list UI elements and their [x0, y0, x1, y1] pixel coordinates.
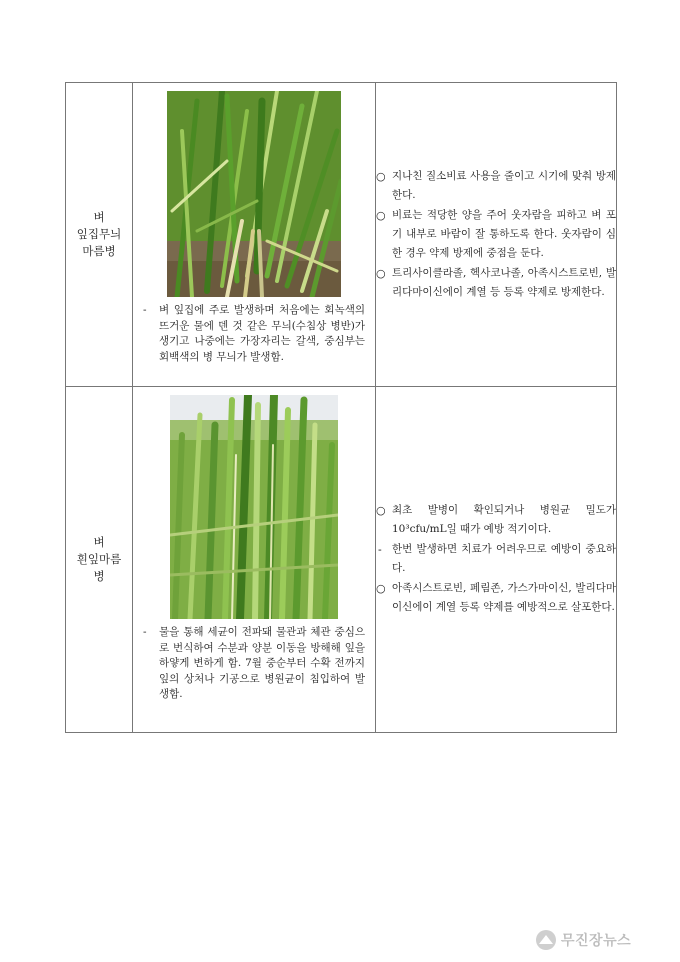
measure-marker: ○ — [376, 266, 386, 280]
watermark-text: 무진장뉴스 — [561, 933, 632, 949]
measure-text: 최초 발병이 확인되거나 병원균 밀도가 10³cfu/mL일 때가 예방 적기이다. — [392, 504, 616, 535]
watermark-logo-icon — [535, 929, 557, 951]
disease-name-line: 병 — [93, 569, 105, 583]
bacterial-blight-photo — [170, 395, 338, 619]
measure-marker: - — [378, 543, 382, 556]
disease-name-line: 흰잎마름 — [76, 552, 122, 566]
measure-item — [376, 206, 616, 263]
symptom-text: 물을 통해 세균이 전파돼 물관과 체관 중심으로 번식하여 수분과 양분 이동을 방해해 잎을 하얗게 변하게 함. 7월 중순부터 수확 전까지 잎의 상처나 기공으로 병원균이 침입하여 발생함. — [159, 626, 365, 700]
measure-marker: ○ — [376, 582, 386, 595]
measure-item — [376, 501, 616, 539]
symptom-description — [143, 303, 365, 365]
disease-table — [65, 82, 617, 733]
control-measures-cell — [376, 387, 617, 733]
table-row — [66, 387, 617, 733]
measure-item — [376, 540, 616, 578]
measure-text: 지나친 질소비료 사용을 줄이고 시기에 맞춰 방제한다. — [392, 169, 616, 201]
symptom-marker: - — [143, 304, 147, 316]
measure-item — [376, 579, 616, 617]
measure-text: 비료는 적당한 양을 주어 웃자람을 피하고 벼 포기 내부로 바람이 잘 통하도록 한다. 웃자람이 심한 경우 약제 방제에 중점을 둔다. — [392, 208, 616, 259]
symptom-description — [143, 625, 365, 703]
disease-name-line: 마름병 — [82, 244, 116, 258]
disease-name-line: 잎집무늬 — [76, 227, 122, 241]
measure-text: 한번 발생하면 치료가 어려우므로 예방이 중요하다. — [392, 543, 616, 574]
symptom-cell — [133, 387, 376, 733]
symptom-marker: - — [143, 626, 147, 638]
disease-name-cell — [66, 387, 133, 733]
measure-item — [376, 167, 616, 205]
measure-marker: ○ — [376, 208, 386, 222]
measure-item — [376, 264, 616, 302]
measure-marker: ○ — [376, 169, 386, 183]
measure-text: 아족시스트로빈, 페림존, 가스가마이신, 발리다마이신에이 계열 등록 약제를 예방적으로 살포한다. — [392, 582, 616, 613]
measure-marker: ○ — [376, 504, 386, 517]
symptom-cell — [133, 83, 376, 387]
disease-name-cell — [66, 83, 133, 387]
measure-text: 트리사이클라졸, 헥사코나졸, 아족시스트로빈, 발리다마이신에이 계열 등 등록 약제로 방제한다. — [392, 266, 616, 298]
sheath-blight-photo — [167, 91, 341, 297]
disease-name-line: 벼 — [93, 535, 105, 549]
symptom-text: 벼 잎집에 주로 발생하며 처음에는 회녹색의 뜨거운 물에 덴 것 같은 무늬(수침상 병반)가 생기고 나중에는 가장자리는 갈색, 중심부는 회백색의 병 무늬가 발생함. — [159, 304, 365, 363]
watermark-logo — [535, 928, 675, 952]
table-row — [66, 83, 617, 387]
control-measures-cell — [376, 83, 617, 387]
disease-name-line: 벼 — [93, 210, 105, 224]
